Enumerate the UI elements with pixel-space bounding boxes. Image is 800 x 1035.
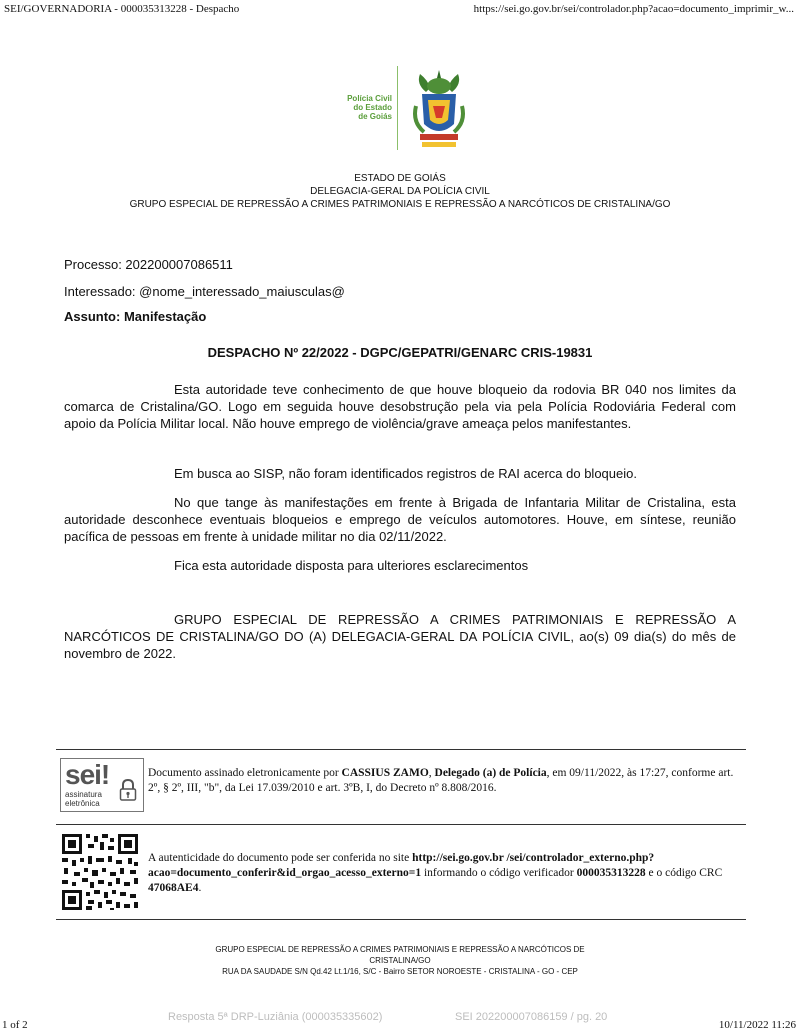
verification-code: 000035313228	[576, 867, 646, 879]
institution-header	[0, 172, 800, 211]
logo-divider	[397, 66, 398, 150]
body-paragraph-2: Em busca ao SISP, não foram identificados registros de RAI acerca do bloqueio.	[174, 466, 637, 481]
verification-text-intro: A autenticidade do documento pode ser conferida no site	[148, 852, 413, 864]
institution-agency: DELEGACIA-GERAL DA POLÍCIA CIVIL	[310, 186, 490, 197]
signature-bottom-rule	[56, 919, 746, 920]
verification-text	[148, 851, 743, 896]
verification-site: http://sei.go.gov.br /sei/controlador_externo.php?acao=documento_conferir&id_orgao_acesso_externo=1	[148, 852, 655, 879]
process-number: Processo: 202200007086511	[64, 257, 233, 272]
print-header-url: https://sei.go.gov.br/sei/controlador.php?acao=documento_imprimir_w...	[473, 3, 794, 15]
body-paragraph-4: Fica esta autoridade disposta para ulteriores esclarecimentos	[174, 558, 529, 573]
police-logo	[300, 66, 500, 156]
padlock-icon	[119, 779, 137, 801]
signature-text	[148, 766, 743, 796]
footer-address	[0, 944, 800, 977]
signature-middle-rule	[56, 824, 746, 825]
signature-top-rule	[56, 749, 746, 750]
sei-badge-caption	[65, 790, 102, 808]
logo-wordmark	[310, 94, 392, 121]
signature-text-details: , em 09/11/2022, às 17:27, conforme art. 2º, § 2º, III, "b", da Lei 17.039/2010 e art. 3ºB, I, do Decreto nº 8.808/2016.	[148, 767, 734, 794]
logo-line-2: do Estado	[353, 103, 392, 112]
logo-line-1: Polícia Civil	[347, 94, 392, 103]
institution-state: ESTADO DE GOIÁS	[354, 173, 446, 184]
qr-code-icon	[60, 832, 140, 912]
subject: Assunto: Manifestação	[64, 309, 207, 324]
closing-paragraph: GRUPO ESPECIAL DE REPRESSÃO A CRIMES PATRIMONIAIS E REPRESSÃO A NARCÓTICOS DE CRISTALINA/GO DO (A) DELEGACIA-GERAL DA POLÍCIA CIVIL, ao(s) 09 dia(s) do mês de novembro de 2022.	[64, 612, 736, 661]
footer-unit: GRUPO ESPECIAL DE REPRESSÃO A CRIMES PATRIMONIAIS E REPRESSÃO A NARCÓTICOS DE	[215, 945, 585, 954]
verification-text-crc-intro: e o código CRC	[645, 867, 723, 879]
verification-text-code-intro: informando o código verificador	[421, 867, 577, 879]
sei-badge-caption-2: eletrônica	[65, 799, 100, 808]
footer-street: RUA DA SAUDADE S/N Qd.42 Lt.1/16, S/C - Bairro SETOR NOROESTE - CRISTALINA - GO - CEP	[222, 967, 578, 976]
signature-text-sep: ,	[428, 767, 435, 779]
signer-name: CASSIUS ZAMO	[341, 767, 429, 779]
sei-badge-caption-1: assinatura	[65, 790, 102, 799]
signature-text-intro: Documento assinado eletronicamente por	[148, 767, 342, 779]
logo-line-3: de Goiás	[358, 112, 392, 121]
body-paragraph-3: No que tange às manifestações em frente à Brigada de Infantaria Militar de Cristalina, esta autoridade desconhece eventuais bloqueios e emprego de veículos automotores. Houve, em síntese, reunião pacífica de pessoas em frente à unidade militar no dia 02/11/2022.	[64, 495, 736, 544]
document-title: DESPACHO Nº 22/2022 - DGPC/GEPATRI/GENARC CRIS-19831	[207, 345, 593, 360]
crc-code: 47068AE4	[148, 882, 199, 894]
page-number: 1 of 2	[2, 1019, 28, 1031]
sei-badge-logo: sei!	[65, 759, 110, 790]
print-datetime: 10/11/2022 11:26	[718, 1019, 796, 1031]
response-stamp: Resposta 5ª DRP-Luziânia (000035335602)	[168, 1011, 383, 1023]
sei-page-stamp: SEI 202200007086159 / pg. 20	[455, 1011, 608, 1023]
print-header-title: SEI/GOVERNADORIA - 000035313228 - Despacho	[4, 3, 240, 15]
body-paragraph-1: Esta autoridade teve conhecimento de que houve bloqueio da rodovia BR 040 nos limites da comarca de Cristalina/GO. Logo em seguida houve desobstrução pela via pela Polícia Rodoviária Federal com apoio da Polícia Militar local. Não houve emprego de violência/grave ameaça pelos manifestantes.	[64, 382, 736, 431]
verification-text-end: .	[198, 882, 202, 894]
interested-party: Interessado: @nome_interessado_maiusculas@	[64, 284, 345, 299]
state-coat-of-arms-icon	[406, 66, 472, 156]
footer-city: CRISTALINA/GO	[369, 956, 431, 965]
signer-role: Delegado (a) de Polícia	[434, 767, 547, 779]
institution-unit: GRUPO ESPECIAL DE REPRESSÃO A CRIMES PATRIMONIAIS E REPRESSÃO A NARCÓTICOS DE CRISTALINA/GO	[129, 199, 671, 210]
sei-signature-badge	[60, 758, 144, 812]
